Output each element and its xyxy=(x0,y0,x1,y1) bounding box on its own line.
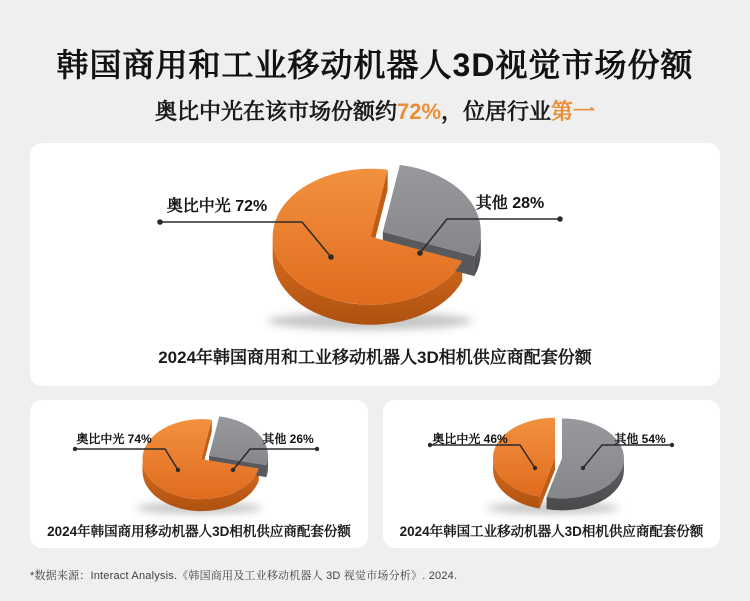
callout-obi-commercial: 奥比中光 74% xyxy=(76,432,152,446)
callout-other-commercial: 其他 26% xyxy=(262,432,314,446)
industrial-chart-card xyxy=(383,400,720,548)
callout-obi-main: 奥比中光 72% xyxy=(166,198,268,215)
page-subtitle xyxy=(0,95,750,126)
industrial-chart-caption: 2024年韩国工业移动机器人3D相机供应商配套份额 xyxy=(399,524,704,539)
subtitle-prefix: 奥比中光在该市场份额约 xyxy=(154,99,397,124)
subtitle-mid: ，位居行业 xyxy=(441,99,552,124)
main-chart-card xyxy=(30,143,720,386)
footnote: *数据来源：Interact Analysis.《韩国商用及工业移动机器人 3D 视觉市场分析》. 2024. xyxy=(30,570,458,582)
callout-obi-industrial: 奥比中光 46% xyxy=(432,432,508,446)
commercial-chart-card xyxy=(30,400,368,548)
pie-main xyxy=(268,165,481,330)
callout-other-main: 其他 28% xyxy=(475,195,545,212)
subtitle-market-share-pct: 72% xyxy=(396,99,442,124)
main-chart-caption: 2024年韩国商用和工业移动机器人3D相机供应商配套份额 xyxy=(158,348,592,367)
page-title: 韩国商用和工业移动机器人3D视觉市场份额 xyxy=(56,47,694,83)
commercial-chart-caption: 2024年韩国商用移动机器人3D相机供应商配套份额 xyxy=(47,524,351,539)
pie-commercial xyxy=(136,416,268,514)
subtitle-rank: 第一 xyxy=(551,99,596,124)
callout-other-industrial: 其他 54% xyxy=(614,432,666,446)
